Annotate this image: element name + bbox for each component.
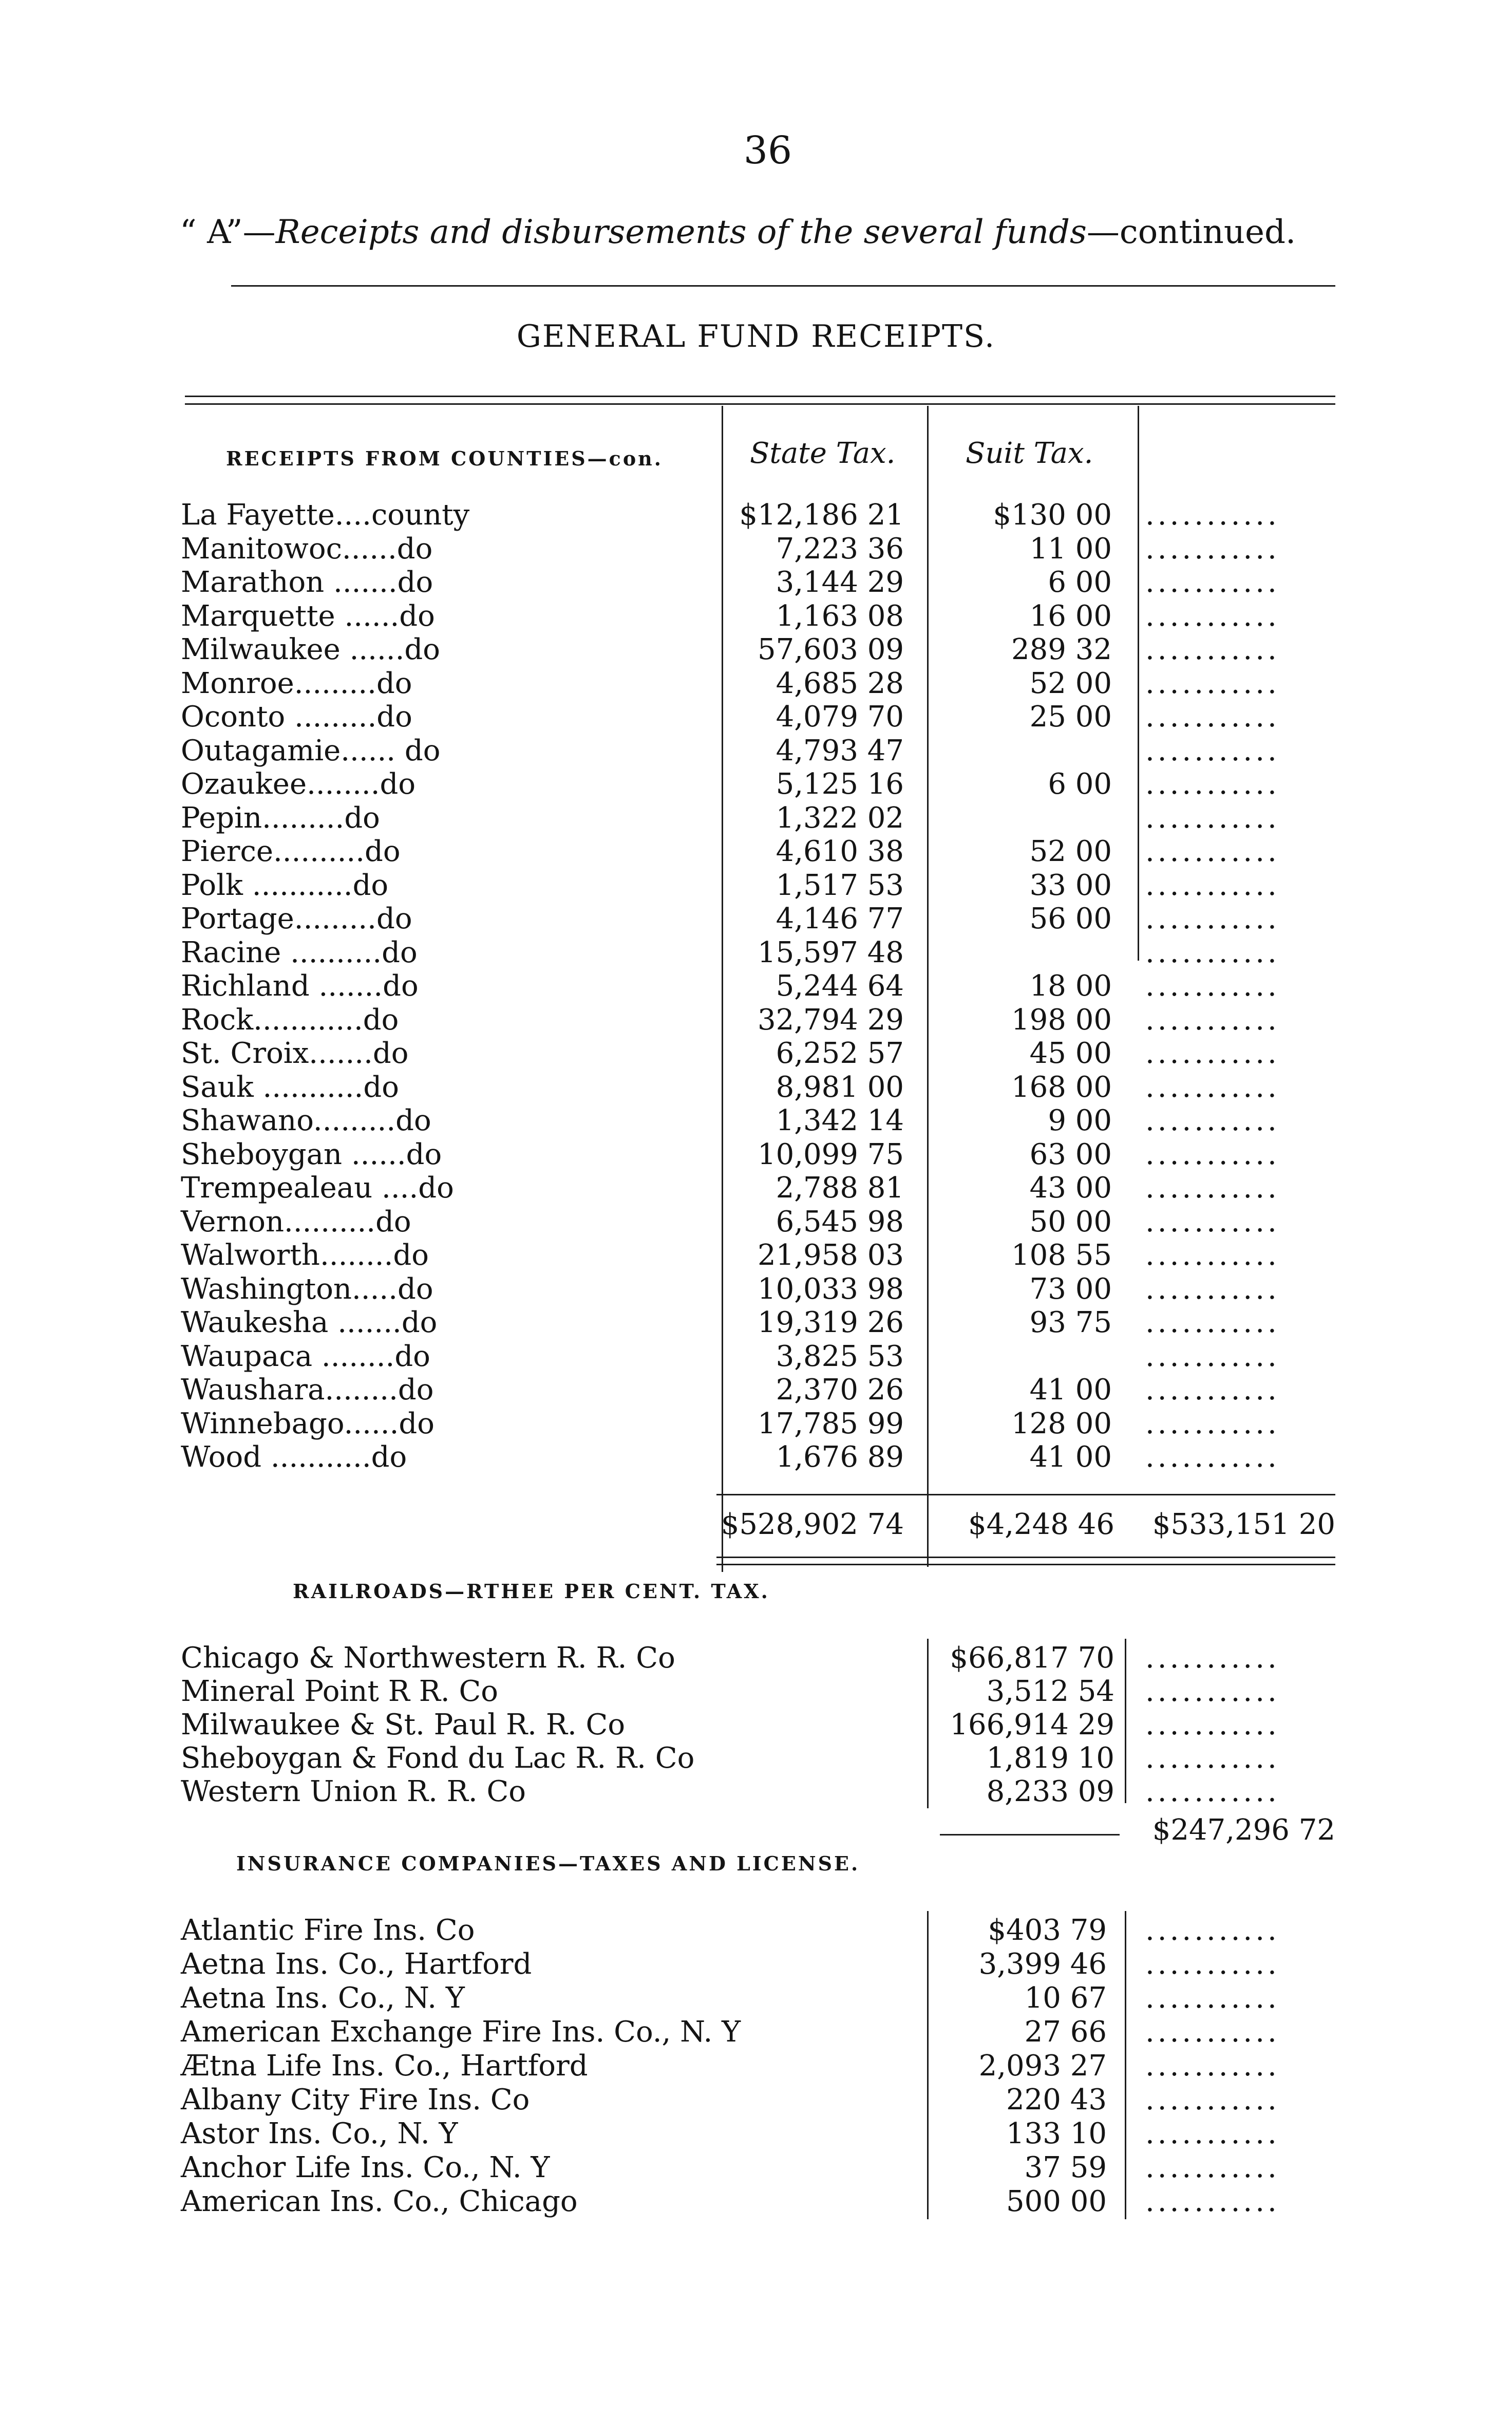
county-suit-tax: 25 00 [1029, 700, 1112, 734]
county-suit-tax: 45 00 [1029, 1037, 1112, 1070]
leader-dots: ........... [1145, 869, 1280, 902]
county-state-tax: 2,370 26 [776, 1373, 904, 1407]
insurance-amount: 27 66 [1024, 2015, 1107, 2049]
section-title: GENERAL FUND RECEIPTS. [516, 319, 996, 354]
leader-dots: ........... [1145, 1272, 1280, 1306]
railroad-name: Mineral Point R R. Co [181, 1675, 499, 1708]
running-header [180, 213, 1296, 251]
leader-dots: ........... [1145, 1138, 1280, 1171]
county-name: Vernon..........do [181, 1205, 411, 1239]
leader-dots: ........... [1145, 1071, 1280, 1104]
county-suit-tax: 198 00 [1011, 1003, 1112, 1037]
county-state-tax: 1,163 08 [776, 600, 904, 633]
leader-dots: ........... [1145, 734, 1280, 767]
insurance-amount: $403 79 [988, 1914, 1107, 1947]
county-name: Shawano.........do [181, 1104, 431, 1137]
total-suit-tax: $4,248 46 [968, 1508, 1114, 1541]
county-name: La Fayette....county [181, 498, 470, 532]
page-number: 36 [743, 128, 792, 173]
county-state-tax: 4,610 38 [776, 835, 904, 868]
leader-dots: ........... [1145, 2151, 1280, 2184]
insurance-heading: INSURANCE COMPANIES—TAXES AND LICENSE. [236, 1852, 860, 1875]
counties-heading: RECEIPTS FROM COUNTIES—con. [226, 447, 664, 470]
county-name: Marquette ......do [181, 600, 435, 633]
county-state-tax: 21,958 03 [757, 1239, 904, 1272]
insurance-amount: 10 67 [1024, 1981, 1107, 2015]
county-name: Wood ...........do [181, 1440, 407, 1474]
header-rule [231, 285, 1335, 287]
leader-dots: ........... [1145, 498, 1280, 532]
railroad-name: Western Union R. R. Co [181, 1775, 526, 1808]
county-suit-tax: 33 00 [1029, 869, 1112, 902]
county-name: Waukesha .......do [181, 1306, 438, 1339]
insurance-company-name: Ætna Life Ins. Co., Hartford [181, 2049, 588, 2083]
counties-grand-total: $533,151 20 [1152, 1508, 1335, 1541]
county-state-tax: 10,099 75 [757, 1138, 904, 1171]
insurance-company-name: American Ins. Co., Chicago [181, 2185, 578, 2218]
county-name: Walworth........do [181, 1239, 429, 1272]
leader-dots: ........... [1145, 700, 1280, 734]
county-name: Waupaca ........do [181, 1340, 430, 1373]
leader-dots: ........... [1145, 1708, 1280, 1741]
county-name: Waushara........do [181, 1373, 434, 1407]
county-state-tax: 5,244 64 [776, 969, 904, 1003]
insurance-amount: 133 10 [1006, 2117, 1107, 2150]
county-state-tax: 1,342 14 [776, 1104, 904, 1137]
county-suit-tax: 50 00 [1029, 1205, 1112, 1239]
insurance-company-name: American Exchange Fire Ins. Co., N. Y [181, 2015, 741, 2049]
county-state-tax: 15,597 48 [757, 936, 904, 969]
county-state-tax: 3,144 29 [776, 566, 904, 599]
county-name: Milwaukee ......do [181, 633, 440, 666]
leader-dots: ........... [1145, 835, 1280, 868]
county-suit-tax: 18 00 [1029, 969, 1112, 1003]
county-suit-tax: 11 00 [1029, 532, 1112, 566]
leader-dots: ........... [1145, 936, 1280, 969]
railroad-amount: 8,233 09 [986, 1775, 1114, 1808]
railroads-heading: RAILROADS—RTHEE PER CENT. TAX. [293, 1580, 770, 1603]
county-name: Pierce..........do [181, 835, 401, 868]
leader-dots: ........... [1145, 1306, 1280, 1339]
county-suit-tax: 56 00 [1029, 902, 1112, 935]
leader-dots: ........... [1145, 667, 1280, 700]
leader-dots: ........... [1145, 1373, 1280, 1407]
county-name: Sauk ...........do [181, 1071, 399, 1104]
leader-dots: ........... [1145, 1914, 1280, 1947]
railroad-name: Chicago & Northwestern R. R. Co [181, 1641, 675, 1675]
totals-bottom-rule-2 [716, 1564, 1335, 1565]
table-top-rule-2 [185, 403, 1335, 405]
county-state-tax: 6,545 98 [776, 1205, 904, 1239]
leader-dots: ........... [1145, 2049, 1280, 2083]
county-suit-tax: 63 00 [1029, 1138, 1112, 1171]
county-name: Richland .......do [181, 969, 419, 1003]
county-name: Marathon .......do [181, 566, 433, 599]
county-state-tax: 1,517 53 [776, 869, 904, 902]
county-suit-tax: $130 00 [993, 498, 1112, 532]
insurance-amount: 220 43 [1006, 2083, 1107, 2116]
leader-dots: ........... [1145, 1205, 1280, 1239]
county-suit-tax: 6 00 [1048, 767, 1112, 801]
leader-dots: ........... [1145, 532, 1280, 566]
total-state-tax: $528,902 74 [721, 1508, 904, 1541]
leader-dots: ........... [1145, 767, 1280, 801]
insurance-company-name: Atlantic Fire Ins. Co [181, 1914, 475, 1947]
leader-dots: ........... [1145, 1675, 1280, 1708]
leader-dots: ........... [1145, 2185, 1280, 2218]
county-name: Outagamie...... do [181, 734, 441, 767]
rail-total-rule [940, 1834, 1120, 1835]
county-name: Racine ..........do [181, 936, 418, 969]
leader-dots: ........... [1145, 2083, 1280, 2116]
county-state-tax: 7,223 36 [776, 532, 904, 566]
leader-dots: ........... [1145, 1003, 1280, 1037]
insurance-company-name: Astor Ins. Co., N. Y [181, 2117, 458, 2150]
county-state-tax: 17,785 99 [757, 1407, 904, 1440]
county-name: Ozaukee........do [181, 767, 416, 801]
county-state-tax: 8,981 00 [776, 1071, 904, 1104]
leader-dots: ........... [1145, 566, 1280, 599]
county-name: Sheboygan ......do [181, 1138, 442, 1171]
county-suit-tax: 128 00 [1011, 1407, 1112, 1440]
county-suit-tax: 41 00 [1029, 1440, 1112, 1474]
county-name: St. Croix.......do [181, 1037, 409, 1070]
county-name: Portage.........do [181, 902, 412, 935]
header-italic-title: Receipts and disbursements of the several funds [275, 213, 1087, 251]
county-suit-tax: 6 00 [1048, 566, 1112, 599]
railroad-name: Sheboygan & Fond du Lac R. R. Co [181, 1741, 695, 1775]
county-state-tax: 1,322 02 [776, 801, 904, 835]
state-tax-column-header: State Tax. [750, 437, 896, 470]
county-suit-tax: 9 00 [1048, 1104, 1112, 1137]
insurance-company-name: Albany City Fire Ins. Co [181, 2083, 530, 2116]
insurance-amount: 3,399 46 [978, 1947, 1107, 1981]
leader-dots: ........... [1145, 1340, 1280, 1373]
county-state-tax: 3,825 53 [776, 1340, 904, 1373]
county-name: Polk ...........do [181, 869, 389, 902]
county-suit-tax: 41 00 [1029, 1373, 1112, 1407]
leader-dots: ........... [1145, 1407, 1280, 1440]
county-state-tax: 1,676 89 [776, 1440, 904, 1474]
leader-dots: ........... [1145, 1171, 1280, 1205]
header-suffix: —continued. [1086, 213, 1296, 251]
railroad-amount: 166,914 29 [950, 1708, 1114, 1741]
leader-dots: ........... [1145, 1741, 1280, 1775]
county-name: Oconto .........do [181, 700, 412, 734]
county-state-tax: 5,125 16 [776, 767, 904, 801]
county-name: Manitowoc......do [181, 532, 433, 566]
county-name: Monroe.........do [181, 667, 412, 700]
insurance-company-name: Aetna Ins. Co., Hartford [181, 1947, 532, 1981]
county-suit-tax: 168 00 [1011, 1071, 1112, 1104]
county-suit-tax: 73 00 [1029, 1272, 1112, 1306]
county-name: Rock............do [181, 1003, 399, 1037]
totals-bottom-rule-1 [716, 1557, 1335, 1558]
leader-dots: ........... [1145, 1641, 1280, 1675]
insurance-amount: 37 59 [1024, 2151, 1107, 2184]
insurance-amount: 2,093 27 [978, 2049, 1107, 2083]
ins-column-divider [927, 1911, 929, 2219]
insurance-company-name: Aetna Ins. Co., N. Y [181, 1981, 465, 2015]
county-state-tax: 10,033 98 [757, 1272, 904, 1306]
county-state-tax: 6,252 57 [776, 1037, 904, 1070]
county-name: Pepin.........do [181, 801, 380, 835]
leader-dots: ........... [1145, 1981, 1280, 2015]
leader-dots: ........... [1145, 1775, 1280, 1808]
county-state-tax: $12,186 21 [739, 498, 904, 532]
county-suit-tax: 108 55 [1011, 1239, 1112, 1272]
county-name: Washington.....do [181, 1272, 433, 1306]
table-top-rule-1 [185, 396, 1335, 397]
county-suit-tax: 43 00 [1029, 1171, 1112, 1205]
leader-dots: ........... [1145, 902, 1280, 935]
county-state-tax: 4,079 70 [776, 700, 904, 734]
county-name: Winnebago......do [181, 1407, 434, 1440]
leader-dots: ........... [1145, 801, 1280, 835]
railroad-amount: 3,512 54 [986, 1675, 1114, 1708]
totals-top-rule [716, 1494, 1335, 1495]
leader-dots: ........... [1145, 969, 1280, 1003]
column-divider-suit [927, 406, 929, 1567]
leader-dots: ........... [1145, 600, 1280, 633]
county-suit-tax: 93 75 [1029, 1306, 1112, 1339]
leader-dots: ........... [1145, 1037, 1280, 1070]
leader-dots: ........... [1145, 1104, 1280, 1137]
column-divider-total [1138, 406, 1139, 961]
railroad-amount: 1,819 10 [986, 1741, 1114, 1775]
header-prefix: “ A”— [180, 213, 276, 251]
county-state-tax: 2,788 81 [776, 1171, 904, 1205]
county-name: Trempealeau ....do [181, 1171, 454, 1205]
leader-dots: ........... [1145, 633, 1280, 666]
county-state-tax: 19,319 26 [757, 1306, 904, 1339]
county-suit-tax: 52 00 [1029, 667, 1112, 700]
leader-dots: ........... [1145, 2117, 1280, 2150]
railroad-amount: $66,817 70 [950, 1641, 1114, 1675]
railroad-name: Milwaukee & St. Paul R. R. Co [181, 1708, 626, 1741]
leader-dots: ........... [1145, 2015, 1280, 2049]
suit-tax-column-header: Suit Tax. [966, 437, 1093, 470]
leader-dots: ........... [1145, 1239, 1280, 1272]
insurance-company-name: Anchor Life Ins. Co., N. Y [181, 2151, 550, 2184]
county-state-tax: 32,794 29 [757, 1003, 904, 1037]
county-state-tax: 4,146 77 [776, 902, 904, 935]
insurance-amount: 500 00 [1006, 2185, 1107, 2218]
leader-dots: ........... [1145, 1947, 1280, 1981]
county-suit-tax: 289 32 [1011, 633, 1112, 666]
railroads-total: $247,296 72 [1152, 1813, 1335, 1847]
leader-dots: ........... [1145, 1440, 1280, 1474]
county-state-tax: 4,793 47 [776, 734, 904, 767]
county-state-tax: 4,685 28 [776, 667, 904, 700]
rail-total-divider [1125, 1639, 1126, 1803]
ins-total-divider [1125, 1911, 1126, 2219]
county-suit-tax: 52 00 [1029, 835, 1112, 868]
county-state-tax: 57,603 09 [757, 633, 904, 666]
county-suit-tax: 16 00 [1029, 600, 1112, 633]
rail-column-divider [927, 1639, 929, 1808]
